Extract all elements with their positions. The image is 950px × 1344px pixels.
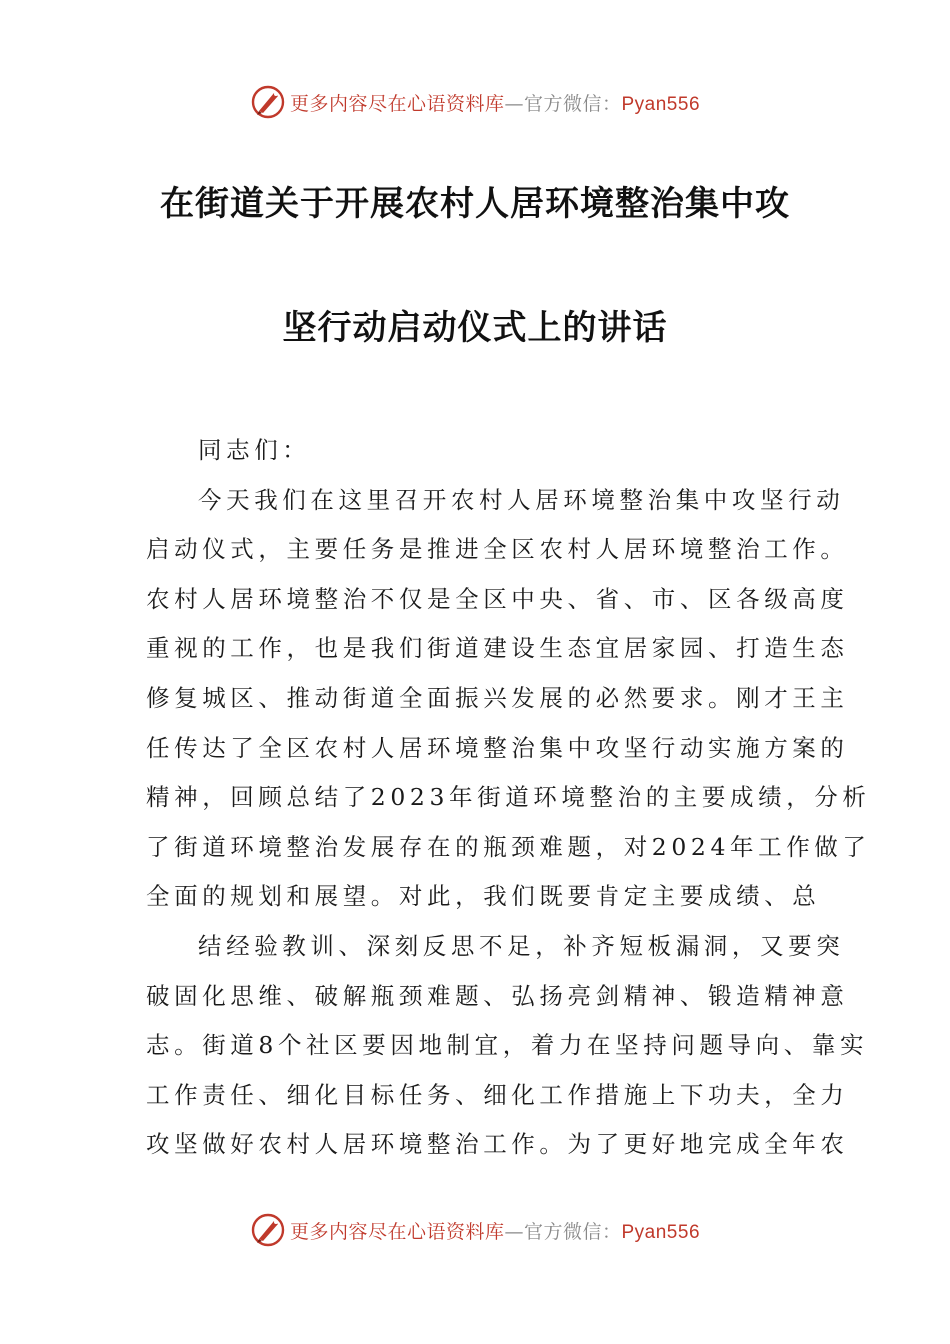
header-watermark-banner <box>0 82 950 122</box>
text-line: 结经验教训、深刻反思不足，补齐短板漏洞，又要突 <box>198 931 845 960</box>
text-line: 全面的规划和展望。对此，我们既要肯定主要成绩、总 <box>146 882 821 911</box>
salutation: 同志们： <box>198 436 311 464</box>
text-line: 任传达了全区农村人居环境整治集中攻坚行动实施方案的 <box>146 733 849 762</box>
pen-circle-logo-icon <box>250 1212 286 1248</box>
pen-circle-logo-icon <box>250 84 286 120</box>
document-body <box>146 426 871 1170</box>
paragraph-1 <box>146 476 871 922</box>
text-line: 启动仪式，主要任务是推进全区农村人居环境整治工作。 <box>146 535 849 564</box>
paragraph-2 <box>146 922 869 1170</box>
text-line: 农村人居环境整治不仅是全区中央、省、市、区各级高度 <box>146 584 849 613</box>
text-line: 破固化思维、破解瓶颈难题、弘扬亮剑精神、锻造精神意 <box>146 981 849 1010</box>
banner-text: 更多内容尽在心语资料库—官方微信：Pyan556 <box>289 1220 701 1243</box>
text-line: 今天我们在这里召开农村人居环境整治集中攻坚行动 <box>198 485 845 514</box>
text-line: 志。街道8个社区要因地制宜，着力在坚持问题导向、靠实 <box>146 1031 869 1060</box>
text-line: 重视的工作，也是我们街道建设生态宜居家园、打造生态 <box>146 634 849 663</box>
document-title-line-2: 坚行动启动仪式上的讲话 <box>282 308 668 348</box>
text-line: 攻坚做好农村人居环境整治工作。为了更好地完成全年农 <box>146 1130 849 1159</box>
text-line: 精神，回顾总结了2023年街道环境整治的主要成绩，分析 <box>146 783 871 812</box>
text-line: 修复城区、推动街道全面振兴发展的必然要求。刚才王主 <box>146 683 849 712</box>
text-line: 工作责任、细化目标任务、细化工作措施上下功夫，全力 <box>146 1080 849 1109</box>
document-title-line-1: 在街道关于开展农村人居环境整治集中攻 <box>160 184 790 224</box>
footer-watermark-banner <box>0 1210 950 1250</box>
text-line: 了街道环境整治发展存在的瓶颈难题，对2024年工作做了 <box>146 832 871 861</box>
banner-text: 更多内容尽在心语资料库—官方微信：Pyan556 <box>289 92 701 115</box>
